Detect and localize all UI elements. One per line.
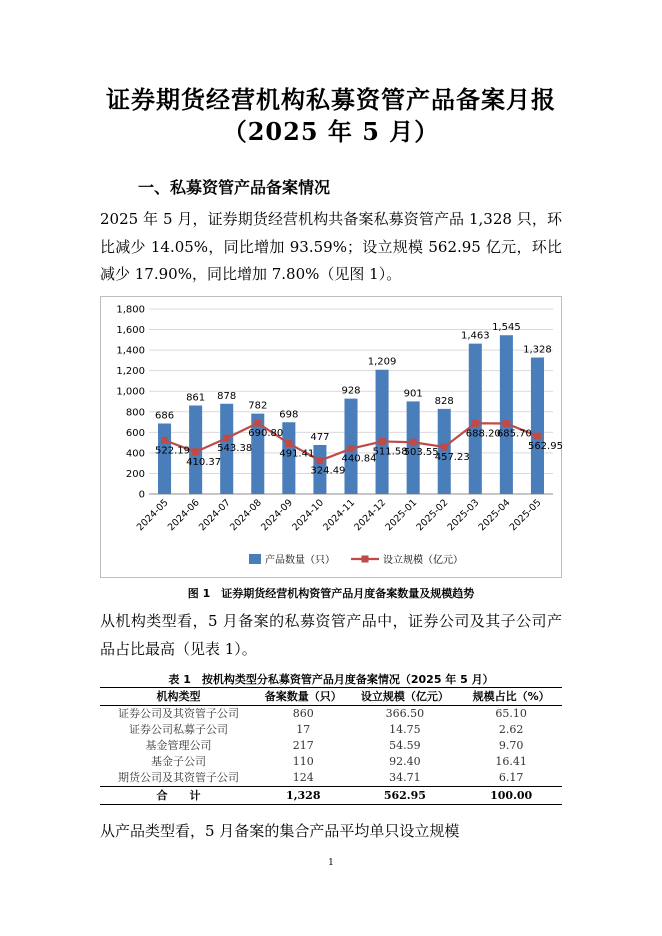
y-tick-label: 600: [125, 427, 145, 439]
bar-data-label: 928: [341, 385, 361, 397]
y-tick-label: 1,200: [116, 366, 145, 378]
bar-data-label: 828: [434, 395, 454, 407]
table-caption: 表 1 按机构类型分私募资管产品月度备案情况（2025 年 5 月）: [168, 673, 494, 686]
cell-share: 6.17: [498, 771, 524, 784]
legend-line-marker: [362, 556, 369, 563]
x-tick-label: 2025-05: [507, 497, 544, 534]
cell-share: 16.41: [495, 755, 527, 768]
y-tick-label: 0: [138, 489, 145, 501]
bar-data-label: 1,463: [460, 330, 490, 342]
x-tick-label: 2025-02: [414, 497, 451, 534]
bar-data-label: 782: [248, 400, 268, 412]
line-data-label: 522.19: [155, 445, 191, 457]
col-header-count: 备案数量（只）: [257, 688, 349, 706]
y-tick-label: 1,800: [116, 304, 145, 316]
table-row: [100, 754, 562, 770]
cell-scale: 92.40: [389, 755, 421, 768]
line-data-label: 440.84: [341, 453, 377, 465]
institution-table: [100, 687, 562, 805]
x-tick-label: 2024-10: [290, 497, 327, 534]
legend-bar-label: 产品数量（只）: [265, 555, 335, 566]
x-tick-label: 2024-08: [228, 497, 264, 534]
table-total-row: [100, 787, 562, 805]
line-data-label: 562.95: [527, 441, 563, 453]
line-marker: [441, 444, 448, 451]
col-header-scale: 设立规模（亿元）: [349, 688, 460, 706]
bar-data-label: 878: [217, 390, 237, 402]
cell-scale: 14.75: [389, 723, 421, 736]
institution-paragraph: 从机构类型看，5 月备案的私募资管产品中，证券公司及其子公司产品占比最高（见表 1）。: [100, 612, 562, 658]
line-data-label: 685.70: [496, 428, 532, 440]
chart-container: [100, 296, 562, 578]
bar-data-label: 477: [310, 431, 330, 443]
bar: [531, 358, 544, 494]
bar: [158, 423, 171, 494]
line-marker: [534, 433, 541, 440]
cell-count: 17: [296, 723, 311, 736]
figure-caption: 图 1 证券期货经营机构资管产品月度备案数量及规模趋势: [187, 587, 475, 600]
bar-data-label: 698: [279, 409, 299, 421]
cell-share: 2.62: [498, 723, 524, 736]
line-marker: [285, 440, 292, 447]
line-marker: [223, 435, 230, 442]
x-tick-label: 2025-03: [445, 497, 482, 534]
bar-data-label: 901: [403, 388, 423, 400]
x-tick-label: 2024-07: [196, 497, 233, 534]
bar-data-label: 861: [186, 392, 206, 404]
line-marker: [379, 438, 386, 445]
line-data-label: 410.37: [186, 456, 222, 468]
line-data-label: 491.41: [279, 448, 315, 460]
line-data-label: 324.49: [310, 465, 346, 477]
page-number: 1: [328, 858, 334, 868]
bar-data-label: 686: [154, 410, 175, 422]
total-label: 合 计: [100, 787, 257, 805]
x-tick-label: 2024-09: [259, 497, 295, 534]
x-tick-label: 2025-01: [383, 497, 420, 534]
line-data-label: 503.55: [403, 447, 439, 459]
table-row: [100, 722, 562, 738]
total-count: 1,328: [257, 787, 349, 805]
bar: [500, 335, 513, 494]
col-header-share: 规模占比（%）: [460, 688, 562, 706]
line-data-label: 457.23: [434, 452, 470, 464]
line-marker: [410, 439, 417, 446]
y-tick-label: 1,600: [116, 325, 145, 337]
cell-institution: 基金子公司: [151, 755, 207, 768]
cell-scale: 54.59: [389, 739, 421, 752]
summary-paragraph: 2025 年 5 月，证券期货经营机构共备案私募资管产品 1,328 只，环比减少 14.05%，同比增加 93.59%；设立规模 562.95 亿元，环比减少 17.90%，同比增加 7.80%（见图 1）。: [100, 210, 562, 283]
table-row: [100, 738, 562, 754]
line-marker: [161, 437, 168, 444]
combo-chart: [101, 297, 563, 579]
bar: [376, 370, 389, 494]
table-header-row: [100, 688, 562, 706]
cell-institution: 证券公司私募子公司: [129, 723, 229, 736]
y-tick-label: 1,000: [116, 386, 145, 398]
y-tick-label: 200: [125, 468, 145, 480]
table-row: [100, 770, 562, 787]
line-marker: [503, 420, 510, 427]
cell-count: 110: [292, 755, 314, 768]
y-tick-label: 400: [125, 448, 145, 460]
cell-institution: 基金管理公司: [145, 739, 212, 752]
line-data-label: 688.20: [465, 428, 501, 440]
y-tick-label: 1,400: [116, 345, 145, 357]
line-marker: [192, 448, 199, 455]
line-data-label: 690.80: [248, 428, 284, 440]
x-tick-label: 2024-11: [321, 497, 358, 534]
total-scale: 562.95: [349, 787, 460, 805]
x-tick-label: 2025-04: [476, 497, 513, 534]
cell-institution: 期货公司及其资管子公司: [118, 771, 240, 784]
cell-share: 65.10: [495, 707, 527, 720]
cell-share: 9.70: [498, 739, 524, 752]
cell-institution: 证券公司及其资管子公司: [118, 707, 240, 720]
cell-scale: 366.50: [385, 707, 425, 720]
col-header-institution: 机构类型: [100, 688, 257, 706]
x-tick-label: 2024-05: [134, 497, 171, 534]
total-share: 100.00: [460, 787, 562, 805]
legend-line-label: 设立规模（亿元）: [383, 555, 463, 566]
report-title: 证券期货经营机构私募资管产品备案月报: [106, 85, 556, 114]
legend-bar-swatch: [249, 554, 261, 564]
x-tick-label: 2024-06: [165, 497, 202, 534]
bar-data-label: 1,328: [523, 344, 552, 356]
table-row: [100, 706, 562, 723]
line-data-label: 543.38: [217, 443, 253, 455]
report-period: （2025 年 5 月）: [222, 117, 440, 146]
bar: [469, 344, 482, 494]
cell-count: 124: [292, 771, 314, 784]
cell-count: 860: [292, 707, 314, 720]
line-marker: [348, 445, 355, 452]
y-tick-label: 800: [125, 407, 145, 419]
cell-scale: 34.71: [389, 771, 421, 784]
cell-count: 217: [292, 739, 314, 752]
x-tick-label: 2024-12: [352, 497, 389, 534]
line-marker: [472, 420, 479, 427]
line-marker: [316, 457, 323, 464]
bar-data-label: 1,209: [367, 356, 397, 368]
section-heading: 一、私募资管产品备案情况: [138, 178, 331, 197]
line-marker: [254, 420, 261, 427]
product-type-paragraph: 从产品类型看，5 月备案的集合产品平均单只设立规模: [100, 822, 460, 840]
bar-data-label: 1,545: [492, 322, 521, 334]
line-data-label: 511.58: [372, 446, 408, 458]
